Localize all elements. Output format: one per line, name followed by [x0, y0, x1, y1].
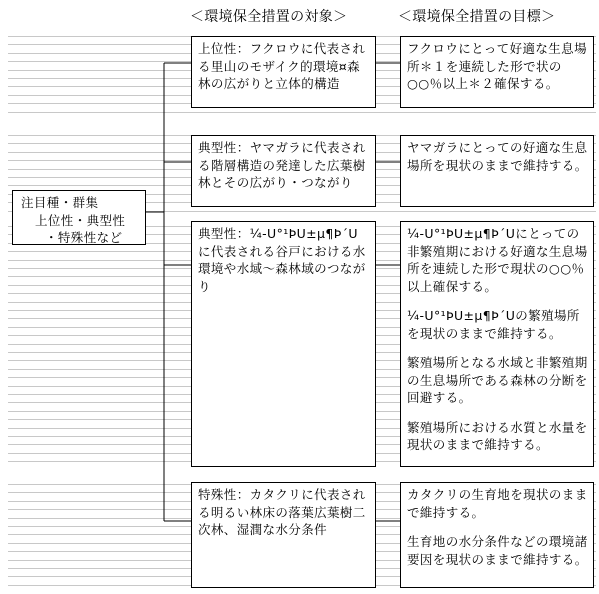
goal-text-3-2: ¼-U°¹ÞU±µ¶Þ´Uの繁殖場所を現状のままで維持する。 — [407, 308, 580, 341]
target-text-4: 特殊性：カタクリに代表される明るい林床の落葉広葉樹二次林、湿潤な水分条件 — [198, 487, 366, 537]
target-box-1 — [191, 36, 376, 108]
goal-box-2 — [400, 135, 594, 207]
target-box-2 — [191, 135, 376, 207]
root-box — [12, 190, 146, 245]
root-line-2: 上位性・典型性 — [35, 212, 126, 228]
goal-text-4-1: カタクリの生育地を現状のままで維持する。 — [407, 487, 588, 520]
goal-text-3-1: ¼-U°¹ÞU±µ¶Þ´Uにとっての非繁殖期における好適な生息場所を連続した形で現状の○○％以上確保する。 — [407, 226, 588, 294]
root-line-3: ・特殊性など — [45, 230, 123, 245]
goal-text-3-4: 繁殖場所における水質と水量を現状のままで維持する。 — [407, 419, 588, 452]
goal-box-1 — [400, 36, 594, 108]
goal-text-3-3: 繁殖場所となる水域と非繁殖期の生息場所である森林の分断を回避する。 — [407, 355, 588, 405]
target-column-heading: ＜環境保全措置の対象＞ — [190, 9, 348, 25]
goal-text-2-1: ヤマガラにとっての好適な生息場所を現状のままで維持する。 — [407, 140, 588, 173]
target-box-3 — [191, 221, 376, 467]
target-box-4 — [191, 482, 376, 588]
goal-box-4 — [400, 482, 594, 588]
goal-text-1-1: フクロウにとって好適な生息場所＊１を連続した形で状の○○％以上＊２確保する。 — [407, 41, 587, 91]
goal-text-4-2: 生育地の水分条件などの環境諸要因を現状のままで維持する。 — [407, 534, 588, 567]
goal-box-3 — [400, 221, 594, 467]
goal-column-heading: ＜環境保全措置の目標＞ — [398, 9, 556, 25]
target-text-2: 典型性：ヤマガラに代表される階層構造の発達した広葉樹林とその広がり・つながり — [198, 140, 366, 190]
target-text-1: 上位性：フクロウに代表される里山のモザイク的環境¤森林の広がりと立体的構造 — [198, 41, 366, 91]
target-text-3: 典型性：¼-U°¹ÞU±µ¶Þ´Uに代表される谷戸における水環境や水域～森林域のつながり — [198, 226, 366, 294]
root-line-1: 注目種・群集 — [21, 195, 99, 210]
